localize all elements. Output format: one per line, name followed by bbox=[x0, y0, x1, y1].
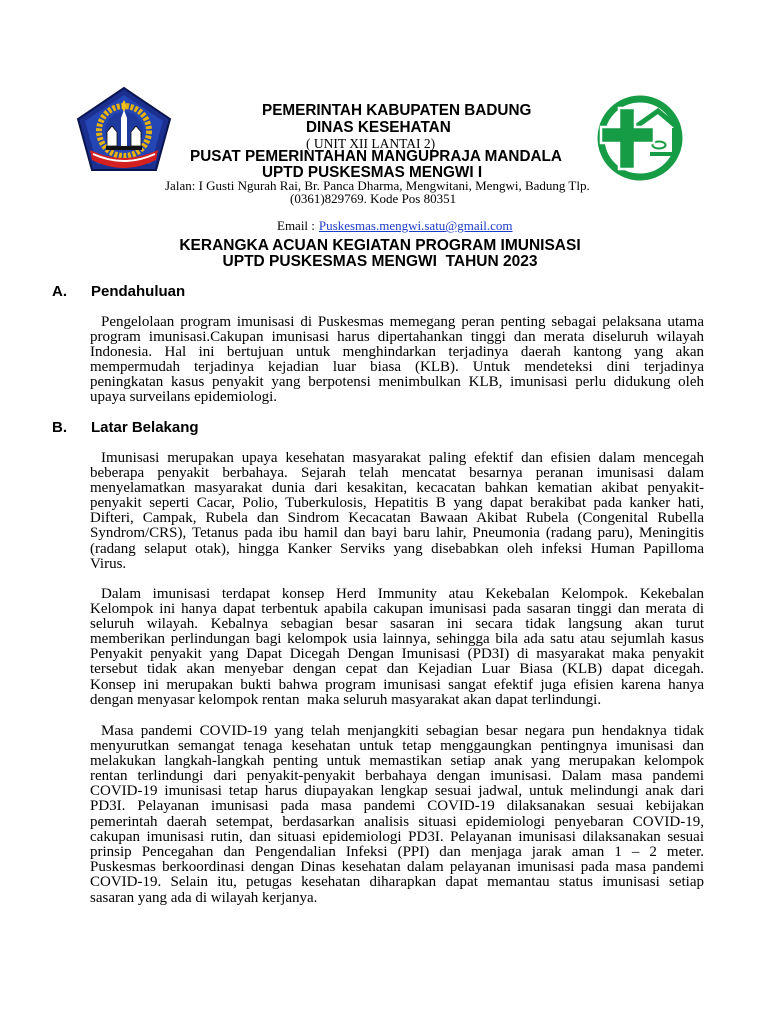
text-line: mempermudah terjadinya kejadian luar biasa (KLB). Untuk mendeteksi dini terjadinya bbox=[90, 359, 704, 376]
text-line: Penyakit penyakit yang Dapat Dicegah Dengan Imunisasi (PD3I) di masyarakat maka penyakit bbox=[90, 646, 704, 663]
text-line: prinsip Pencegahan dan Pengendalian Infeksi (PPI) dan menjaga jarak aman 1 – 2 meter. bbox=[90, 844, 704, 860]
header-unit-floor: ( UNIT XII LANTAI 2) bbox=[306, 136, 436, 151]
badung-regency-emblem-icon bbox=[76, 86, 172, 172]
puskesmas-logo-icon bbox=[594, 94, 686, 182]
text-line: Indonesia. Hal ini bertujuan untuk menghindarkan terjadinya daerah kantong yang akan bbox=[90, 343, 704, 360]
section-letter: A. bbox=[52, 283, 67, 300]
section-heading: Latar Belakang bbox=[91, 419, 199, 436]
paragraph bbox=[90, 587, 704, 709]
text-line: Imunisasi merupakan upaya kesehatan masyarakat paling efektif dan efisien dalam mencegah bbox=[101, 449, 704, 466]
text-line: Puskesmas berkoordinasi dengan Dinas kesehatan dalam pelayanan imunisasi pada masa pandemi bbox=[90, 859, 704, 876]
text-line: Konsep ini merupakan bukti bahwa program imunisasi sangat efektif juga efisien karena hanya bbox=[90, 676, 704, 693]
text-line: seluruh wilayah. Kebalnya sebagian besar sasaran ini secara tidak langsung akan turut bbox=[90, 615, 704, 632]
text-line: Kelompok ini hanya dapat terbentuk apabila cakupan imunisasi pada sasaran tinggi dan merata di bbox=[90, 600, 704, 617]
document-title: KERANGKA ACUAN KEGIATAN PROGRAM IMUNISASI bbox=[179, 237, 581, 254]
text-line: rentan terlindungi dari penyakit-penyakit berbahaya dengan imunisasi. Dalam masa pandemi bbox=[90, 768, 704, 785]
text-line: memberikan perlindungan bagi kelompok usia lainnya, sehingga bila ada satu atau sejumlah kasus bbox=[90, 631, 704, 648]
text-line: penyakit seperti Cacar, Polio, Tuberkulosis, Hepatitis B yang dapat berakibat pada kanker hati, bbox=[90, 495, 704, 512]
text-line: beberapa penyakit berbahaya. Sejarah telah mencatat besarnya peranan imunisasi dalam bbox=[90, 464, 704, 481]
text-line: tersebut tidak akan menyebar dengan cepat dan Kejadian Luar Biasa (KLB) dapat dicegah. bbox=[90, 661, 704, 678]
emblem-base bbox=[106, 146, 142, 150]
text-line: upaya surveilans epidemiologi. bbox=[90, 389, 278, 406]
email-label: Email : bbox=[277, 218, 315, 233]
text-line: menyurutkan semangat tenaga kesehatan untuk tetap menggaungkan pentingnya imunisasi dan bbox=[90, 737, 704, 754]
paragraph bbox=[90, 724, 704, 906]
text-line: peningkatan kasus penyakit yang berpotensi menimbulkan KLB, imunisasi perlu didukung oleh bbox=[90, 374, 704, 391]
header-puskesmas-name: UPTD PUSKESMAS MENGWI I bbox=[262, 164, 483, 181]
header-center-name: PUSAT PEMERINTAHAN MANGUPRAJA MANDALA bbox=[190, 148, 562, 165]
header-address: Jalan: I Gusti Ngurah Rai, Br. Panca Dharma, Mengwitani, Mengwi, Badung Tlp. bbox=[165, 178, 590, 193]
email-link[interactable]: Puskesmas.mengwi.satu@gmail.com bbox=[318, 218, 513, 233]
text-line: COVID-19 imunisasi tetap harus diupayakan lengkap sesuai jadwal, untuk melindungi anak dari bbox=[90, 783, 704, 800]
text-line: Syndrom/CRS), Tetanus pada ibu hamil dan bayi baru lahir, Pneumonia (radang paru), Meningitis bbox=[90, 525, 704, 542]
text-line: cakupan imunisasi rutin, dan situasi epidemiologi PD3I. Pelayanan imunisasi dilaksanakan sesuai bbox=[90, 828, 704, 845]
text-line: pemerintah daerah setempat, berdasarkan analisis situasi epidemiologi penyebaran COVID-19, bbox=[90, 813, 704, 830]
header-phone-postcode: (0361)829769. Kode Pos 80351 bbox=[290, 191, 457, 206]
text-line: dengan menyasar kelompok rentan maka seluruh masyarakat akan dapat terlindungi. bbox=[90, 691, 602, 708]
text-line: melakukan langkah-langkah penting untuk memastikan setiap anak yang merupakan kelompok bbox=[90, 752, 704, 769]
text-line: (radang selaput otak), hingga Kanker Serviks yang disebabkan oleh infeksi Human Papilloma bbox=[90, 540, 704, 557]
header-government-name: PEMERINTAH KABUPATEN BADUNG bbox=[262, 102, 532, 119]
section-heading: Pendahuluan bbox=[91, 283, 186, 300]
text-line: program imunisasi.Cakupan imunisasi harus dipertahankan tinggi dan merata diseluruh wilayah bbox=[90, 328, 704, 345]
header-department-name: DINAS KESEHATAN bbox=[306, 119, 451, 136]
text-line: Difteri, Campak, Rubela dan Sindrom Kecacatan Bawaan Akibat Rubela (Congenital Rubella bbox=[90, 510, 704, 527]
section-letter: B. bbox=[52, 419, 67, 436]
text-line: menyelamatkan masyarakat dunia dari kesakitan, kecacatan bahkan kematian akibat penyakit- bbox=[90, 479, 704, 496]
text-line: Dalam imunisasi terdapat konsep Herd Immunity atau Kekebalan Kelompok. Kekebalan bbox=[101, 585, 704, 602]
paragraph bbox=[90, 451, 704, 573]
text-line: PD3I. Pelayanan imunisasi pada masa pandemi COVID-19 dilaksanakan sesuai kebijakan bbox=[90, 798, 704, 815]
document-subtitle: UPTD PUSKESMAS MENGWI TAHUN 2023 bbox=[222, 253, 538, 270]
text-line: Masa pandemi COVID-19 yang telah menjangkiti sebagian besar negara pun hendaknya tidak bbox=[101, 722, 704, 739]
text-line: COVID-19. Selain itu, petugas kesehatan diharapkan dapat memantau status imunisasi setiap bbox=[90, 874, 704, 891]
emblem-keris bbox=[121, 110, 127, 148]
text-line: sasaran yang ada di wilayah kerjanya. bbox=[90, 889, 318, 906]
paragraph bbox=[90, 315, 704, 406]
text-line: Virus. bbox=[90, 555, 127, 572]
text-line: Pengelolaan program imunisasi di Puskesmas memegang peran penting sebagai pelaksana utama bbox=[101, 313, 704, 330]
